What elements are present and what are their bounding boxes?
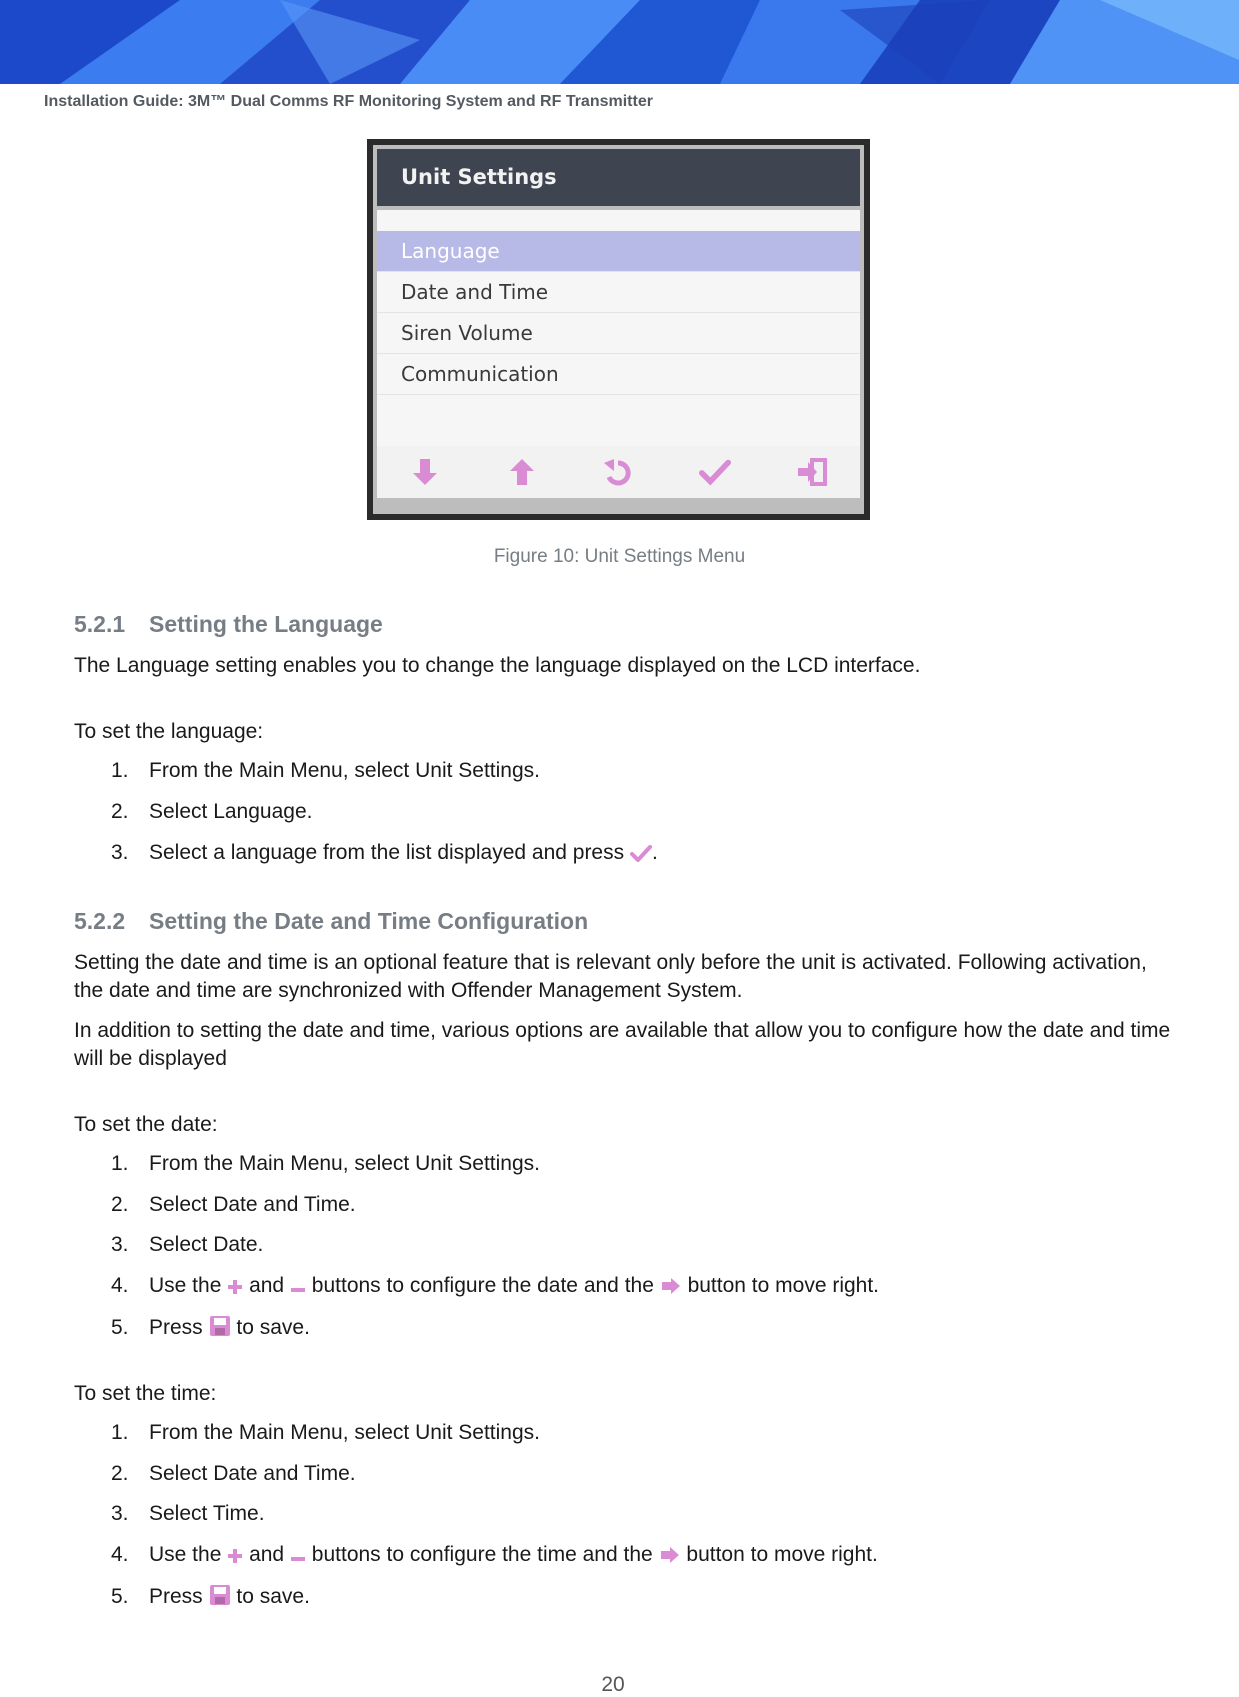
check-icon xyxy=(699,456,731,488)
section-heading-5-2-1 xyxy=(74,611,383,638)
list-item: 5. Press to save. xyxy=(111,1584,310,1612)
page-number: 20 xyxy=(601,1673,625,1696)
section-paragraph: In addition to setting the date and time, various options are available that allow you to configure how the date and time will be displayed xyxy=(74,1019,1171,1070)
save-icon xyxy=(209,1584,231,1612)
section-paragraph: Setting the date and time is an optional feature that is relevant only before the unit is activated. Following activation, the date and time are synchronized with Offender Management System. xyxy=(74,951,1147,1002)
up-arrow-icon xyxy=(506,456,538,488)
list-item: 3. Select Date. xyxy=(111,1233,264,1256)
section-number: 5.2.1 xyxy=(74,611,126,637)
section-number: 5.2.2 xyxy=(74,908,126,934)
section-intro: The Language setting enables you to change the language displayed on the LCD interface. xyxy=(74,654,921,677)
check-icon xyxy=(630,844,652,868)
banner-graphic xyxy=(0,0,1239,84)
list-item: 4. Use the and buttons to configure the time and the button to move right. xyxy=(111,1543,878,1570)
figure-caption: Figure 10: Unit Settings Menu xyxy=(493,546,746,567)
header-banner xyxy=(0,0,1239,84)
list-item: 2. Select Language. xyxy=(111,800,313,823)
lcd-menu-item-date-time: Date and Time xyxy=(377,272,860,313)
section-title: Setting the Language xyxy=(149,611,383,637)
list-item: 2. Select Date and Time. xyxy=(111,1193,356,1216)
list-item: 3. Select Time. xyxy=(111,1502,265,1525)
list-item: 1. From the Main Menu, select Unit Settings. xyxy=(111,759,540,782)
lcd-menu-item-communication: Communication xyxy=(377,354,860,395)
lcd-menu-item-siren-volume: Siren Volume xyxy=(377,313,860,354)
exit-icon xyxy=(796,456,828,488)
list-item: 5. Press to save. xyxy=(111,1315,310,1343)
lcd-menu-list xyxy=(377,210,860,446)
save-icon xyxy=(209,1315,231,1343)
list-item: 1. From the Main Menu, select Unit Settings. xyxy=(111,1421,540,1444)
list-item: 4. Use the and buttons to configure the date and the button to move right. xyxy=(111,1274,879,1301)
minus-icon xyxy=(290,1546,306,1570)
lcd-title: Unit Settings xyxy=(377,149,860,206)
plus-icon xyxy=(227,1546,243,1570)
list-item: 3. Select a language from the list displayed and press . xyxy=(111,841,658,868)
list-item: 2. Select Date and Time. xyxy=(111,1462,356,1485)
lcd-menu-item-language: Language xyxy=(377,231,860,272)
procedure-lead: To set the time: xyxy=(74,1382,217,1405)
minus-icon xyxy=(290,1277,306,1301)
unit-settings-screenshot xyxy=(367,139,870,520)
right-arrow-icon xyxy=(660,1277,682,1301)
right-arrow-icon xyxy=(659,1546,681,1570)
section-heading-5-2-2 xyxy=(74,908,588,935)
list-item: 1. From the Main Menu, select Unit Settings. xyxy=(111,1152,540,1175)
down-arrow-icon xyxy=(409,456,441,488)
procedure-lead: To set the language: xyxy=(74,720,264,743)
section-title: Setting the Date and Time Configuration xyxy=(149,908,589,934)
plus-icon xyxy=(227,1277,243,1301)
procedure-lead: To set the date: xyxy=(74,1113,218,1136)
back-icon xyxy=(602,456,634,488)
document-header: Installation Guide: 3M™ Dual Comms RF Monitoring System and RF Transmitter xyxy=(44,93,653,110)
lcd-button-bar xyxy=(377,446,860,498)
